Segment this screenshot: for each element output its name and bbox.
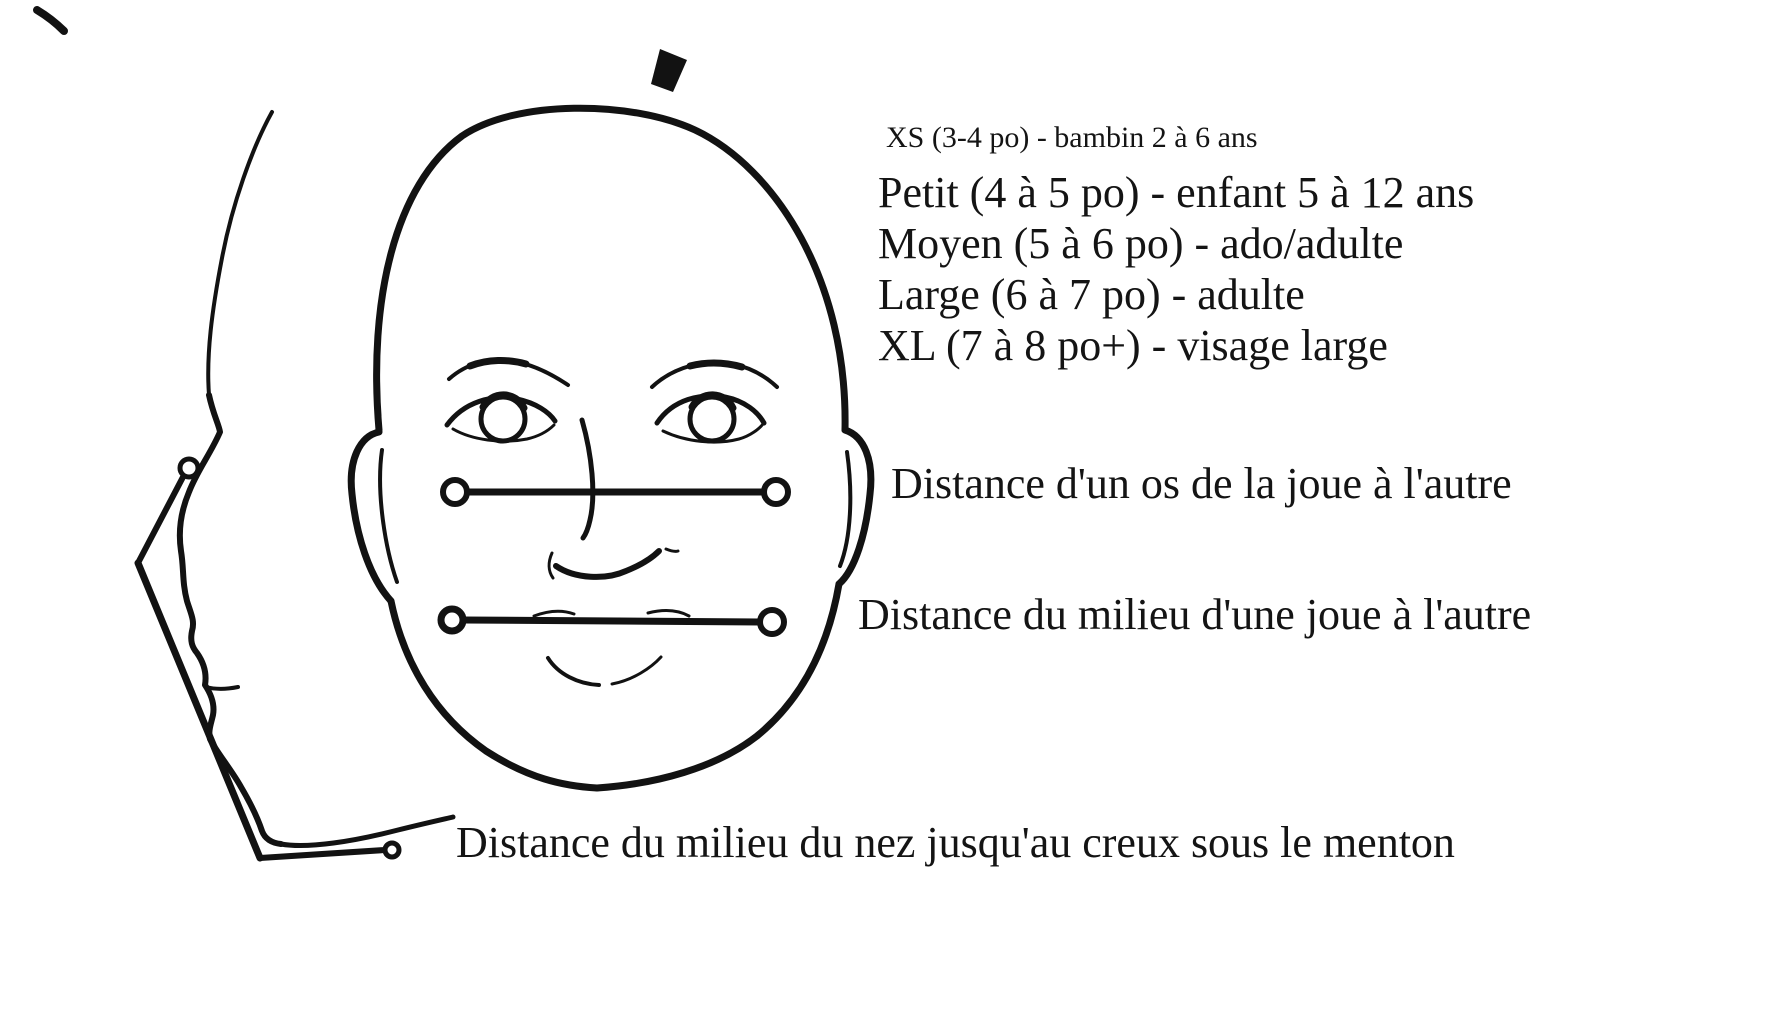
size-label-xs: XS (3-4 po) - bambin 2 à 6 ans bbox=[886, 121, 1258, 154]
ink-dash-mark bbox=[37, 10, 64, 31]
upper-lip-right bbox=[648, 611, 689, 616]
size-label-large: Large (6 à 7 po) - adulte bbox=[878, 270, 1305, 319]
right-jawline bbox=[597, 584, 839, 788]
measurement-label-nose-to-chin: Distance du milieu du nez jusqu'au creux sous le menton bbox=[456, 818, 1455, 867]
midcheek-endpoint-right bbox=[760, 610, 784, 634]
nose-base-left-tick bbox=[549, 553, 553, 578]
measurement-label-cheekbone: Distance d'un os de la joue à l'autre bbox=[891, 459, 1512, 508]
midcheek-measure-line bbox=[463, 620, 760, 622]
upper-lip-left bbox=[534, 611, 574, 616]
size-label-xl: XL (7 à 8 po+) - visage large bbox=[878, 321, 1388, 370]
right-eyebrow-accent bbox=[690, 363, 742, 367]
lower-lip-right bbox=[612, 657, 661, 684]
caliper-upper-arm bbox=[138, 477, 183, 563]
measurement-label-midcheek: Distance du milieu d'une joue à l'autre bbox=[858, 590, 1532, 639]
caliper-long-arm bbox=[138, 563, 260, 858]
caliper-lower-arm bbox=[260, 850, 385, 858]
nose-base-curve bbox=[556, 551, 659, 577]
profile-forehead-outline bbox=[208, 112, 272, 395]
profile-jawline bbox=[281, 817, 453, 846]
chin-point-marker bbox=[385, 843, 399, 857]
right-ear-inner bbox=[840, 452, 850, 566]
ink-pennant-mark bbox=[651, 49, 687, 92]
nose-point-marker bbox=[180, 459, 198, 477]
nose-bridge-line bbox=[582, 420, 593, 538]
left-ear bbox=[351, 432, 391, 601]
profile-mouth-slit bbox=[206, 687, 238, 689]
left-eyebrow-accent bbox=[470, 360, 526, 366]
lower-lip-left bbox=[548, 658, 599, 685]
cheekbone-endpoint-left bbox=[443, 480, 467, 504]
left-jawline bbox=[391, 601, 597, 788]
nose-base-right-tick bbox=[666, 549, 678, 551]
size-label-moyen: Moyen (5 à 6 po) - ado/adulte bbox=[878, 219, 1404, 268]
left-ear-inner bbox=[380, 450, 397, 582]
size-label-petit: Petit (4 à 5 po) - enfant 5 à 12 ans bbox=[878, 168, 1475, 217]
head-outline bbox=[377, 108, 845, 430]
cheekbone-endpoint-right bbox=[764, 480, 788, 504]
midcheek-endpoint-left bbox=[441, 609, 463, 631]
